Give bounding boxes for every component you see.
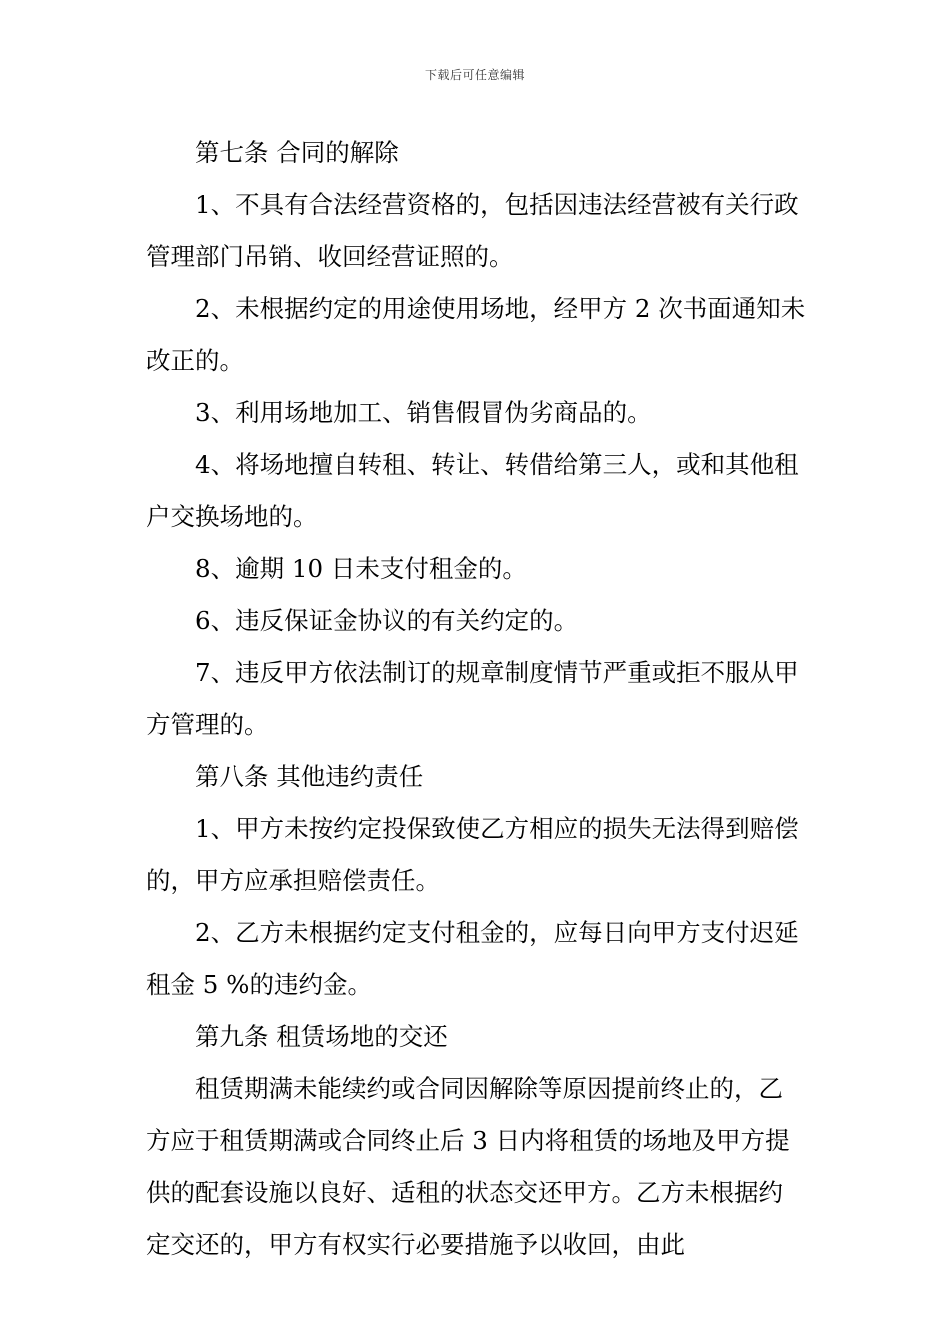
clause-8-1: 1、甲方未按约定投保致使乙方相应的损失无法得到赔偿的，甲方应承担赔偿责任。: [146, 814, 799, 895]
section-heading-8: 第八条 其他违约责任: [195, 762, 424, 791]
document-body: [146, 127, 806, 1271]
section-heading-9: 第九条 租赁场地的交还: [195, 1022, 448, 1051]
clause-7-3: 3、利用场地加工、销售假冒伪劣商品的。: [195, 398, 652, 427]
clause-7-8: 8、逾期 10 日未支付租金的。: [195, 554, 527, 583]
clause-7-7: 7、违反甲方依法制订的规章制度情节严重或拒不服从甲方管理的。: [146, 658, 799, 739]
clause-7-4: 4、将场地擅自转租、转让、转借给第三人，或和其他租户交换场地的。: [146, 450, 799, 531]
clause-7-2: 2、未根据约定的用途使用场地，经甲方 2 次书面通知未改正的。: [146, 294, 806, 375]
clause-7-1: 1、不具有合法经营资格的，包括因违法经营被有关行政管理部门吊销、收回经营证照的。: [146, 190, 799, 271]
clause-7-6: 6、违反保证金协议的有关约定的。: [195, 606, 579, 635]
clause-9-body: 租赁期满未能续约或合同因解除等原因提前终止的，乙方应于租赁期满或合同终止后 3 日内将租赁的场地及甲方提供的配套设施以良好、适租的状态交还甲方。乙方未根据约定交还的，甲方有权实行必要措施予以收回，由此: [146, 1074, 790, 1259]
section-heading-7: 第七条 合同的解除: [195, 138, 399, 167]
page-header-note: 下载后可任意编辑: [424, 68, 525, 82]
clause-8-2: 2、乙方未根据约定支付租金的，应每日向甲方支付迟延租金 5 %的违约金。: [146, 918, 799, 999]
